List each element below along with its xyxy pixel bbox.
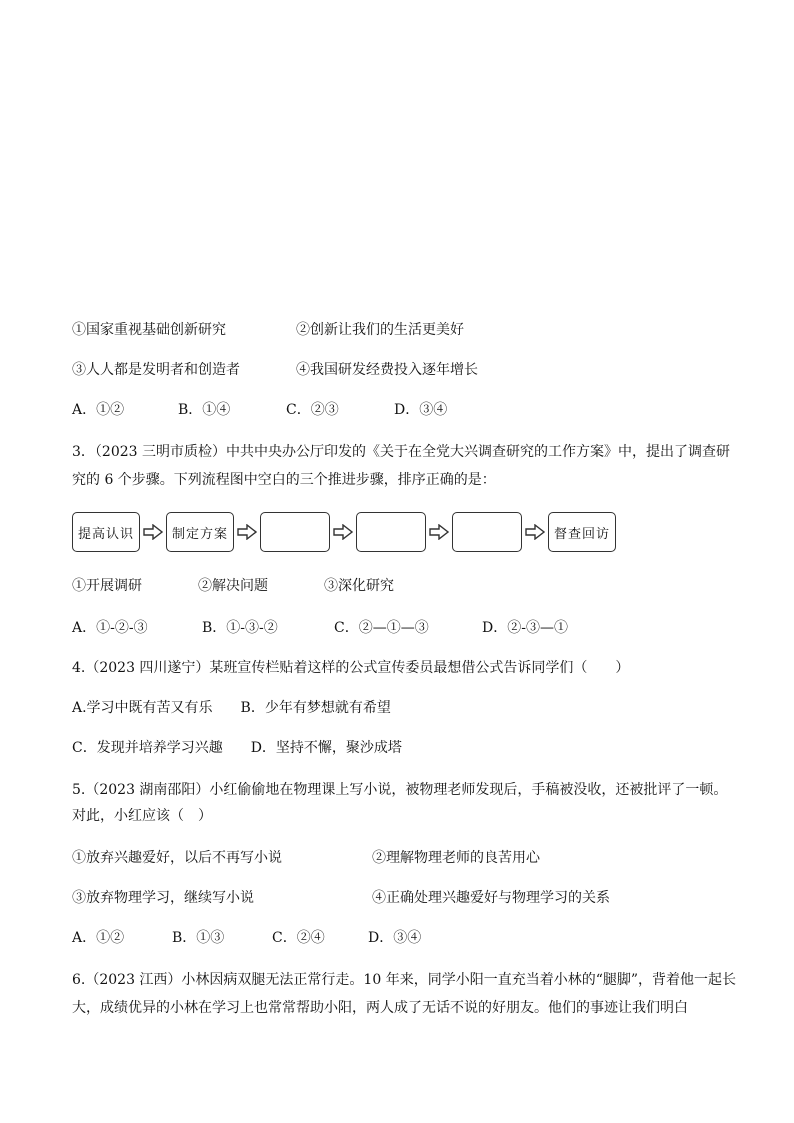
q5-option-1: ①放弃兴趣爱好，以后不再写小说 bbox=[72, 850, 282, 866]
flow-step-5-blank bbox=[452, 512, 522, 552]
q3-choice-d: D．②-③—① bbox=[482, 620, 568, 636]
q6-stem-line-2: 大，成绩优异的小林在学习上也常常帮助小阳，两人成了无话不说的好朋友。他们的事迹让我们明白 bbox=[72, 1000, 688, 1016]
right-arrow-icon bbox=[522, 512, 548, 552]
q5-option-4: ④正确处理兴趣爱好与物理学习的关系 bbox=[372, 890, 610, 906]
flow-step-2: 制定方案 bbox=[166, 512, 234, 552]
q2-choice-c: C．②③ bbox=[286, 402, 339, 418]
q3-option-3: ③深化研究 bbox=[324, 578, 394, 594]
q5-option-2: ②理解物理老师的良苦用心 bbox=[372, 850, 540, 866]
flow-step-4-blank bbox=[356, 512, 426, 552]
right-arrow-icon bbox=[140, 512, 166, 552]
right-arrow-icon bbox=[330, 512, 356, 552]
flow-step-3-blank bbox=[260, 512, 330, 552]
q2-option-2: ②创新让我们的生活更美好 bbox=[296, 322, 464, 338]
q5-option-3: ③放弃物理学习，继续写小说 bbox=[72, 890, 254, 906]
q3-choice-c: C．②—①—③ bbox=[334, 620, 429, 636]
right-arrow-icon bbox=[234, 512, 260, 552]
flow-step-6: 督查回访 bbox=[548, 512, 616, 552]
q2-option-1: ①国家重视基础创新研究 bbox=[72, 322, 226, 338]
q2-choice-b: B．①④ bbox=[178, 402, 231, 418]
q2-option-3: ③人人都是发明者和创造者 bbox=[72, 362, 240, 378]
q5-choice-b: B．①③ bbox=[172, 930, 225, 946]
q3-choice-b: B．①-③-② bbox=[202, 620, 278, 636]
q5-choice-d: D．③④ bbox=[368, 930, 422, 946]
q3-option-1: ①开展调研 bbox=[72, 578, 142, 594]
q3-choice-a: A．①-②-③ bbox=[72, 620, 148, 636]
q3-flowchart bbox=[72, 510, 616, 554]
q2-choice-a: A．①② bbox=[72, 402, 125, 418]
q3-stem-line-1: 3．（2023 三明市质检）中共中央办公厅印发的《关于在全党大兴调查研究的工作方案》中，提出了调查研 bbox=[72, 444, 730, 460]
flow-step-1: 提高认识 bbox=[72, 512, 140, 552]
q4-choices-ab: A.学习中既有苦又有乐 B．少年有梦想就有希望 bbox=[72, 700, 391, 716]
right-arrow-icon bbox=[426, 512, 452, 552]
q2-choice-d: D．③④ bbox=[394, 402, 448, 418]
q3-option-2: ②解决问题 bbox=[198, 578, 268, 594]
q4-stem: 4.（2023 四川遂宁）某班宣传栏贴着这样的公式宣传委员最想借公式告诉同学们（ ） bbox=[72, 660, 630, 676]
q2-option-4: ④我国研发经费投入逐年增长 bbox=[296, 362, 478, 378]
q6-stem-line-1: 6.（2023 江西）小林因病双腿无法正常行走。10 年来，同学小阳一直充当着小林的“腿脚”，背着他一起长 bbox=[72, 972, 737, 988]
q5-choice-a: A．①② bbox=[72, 930, 125, 946]
q4-choices-cd: C．发现并培养学习兴趣 D．坚持不懈，聚沙成塔 bbox=[72, 740, 402, 756]
q5-stem-line-2: 对此，小红应该（ ） bbox=[72, 808, 212, 824]
q5-stem-line-1: 5.（2023 湖南邵阳）小红偷偷地在物理课上写小说，被物理老师发现后，手稿被没收，还被批评了一顿。 bbox=[72, 782, 728, 798]
q3-stem-line-2: 究的 6 个步骤。下列流程图中空白的三个推进步骤，排序正确的是： bbox=[72, 472, 496, 488]
q5-choice-c: C．②④ bbox=[272, 930, 325, 946]
